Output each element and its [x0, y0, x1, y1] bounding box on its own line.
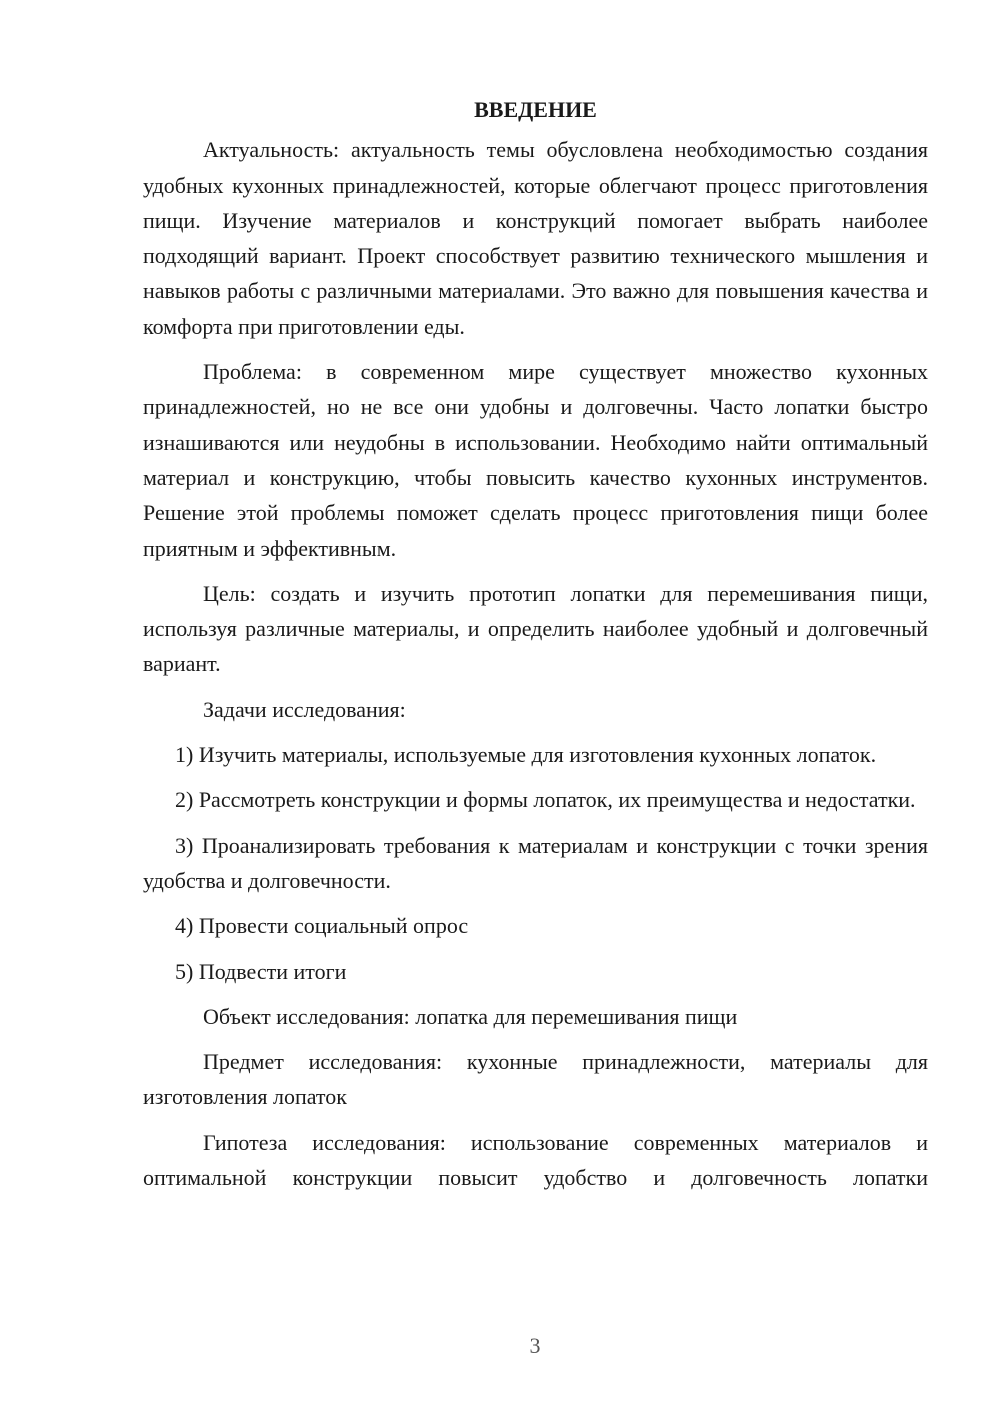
relevance-paragraph: Актуальность: актуальность темы обусловлена необходимостью создания удобных кухонных принадлежностей, которые облегчают процесс приготовления пищи. Изучение материалов и конструкций помогает выбрать наиболее подходящий вариант. Проект способствует развитию технического мышления и навыков работы с различными материалами. Это важно для повышения качества и комфорта при приготовлении еды.	[143, 137, 928, 339]
subject-paragraph: Предмет исследования: кухонные принадлежности, материалы для изготовления лопаток	[143, 1049, 928, 1110]
page-title: ВВЕДЕНИЕ	[474, 97, 597, 122]
task-item-5: 5) Подвести итоги	[175, 958, 347, 984]
task-item-1: 1) Изучить материалы, используемые для изготовления кухонных лопаток.	[175, 742, 877, 768]
task-item-2: 2) Рассмотреть конструкции и формы лопаток, их преимущества и недостатки.	[175, 787, 916, 813]
object-paragraph: Объект исследования: лопатка для перемешивания пищи	[203, 1003, 738, 1029]
page-number: 3	[529, 1333, 541, 1358]
task-item-4: 4) Провести социальный опрос	[175, 913, 469, 939]
problem-paragraph: Проблема: в современном мире существует множество кухонных принадлежностей, но не все они удобны и долговечны. Часто лопатки быстро изнашиваются или неудобны в использовании. Необходимо найти оптимальный материал и конструкцию, чтобы повысить качество кухонных инструментов. Решение этой проблемы поможет сделать процесс приготовления пищи более приятным и эффективным.	[143, 359, 928, 561]
task-item-3: 3) Проанализировать требования к материалам и конструкции с точки зрения удобства и долговечности.	[143, 832, 928, 893]
document-page	[143, 92, 928, 1195]
goal-paragraph: Цель: создать и изучить прототип лопатки для перемешивания пищи, используя различные материалы, и определить наиболее удобный и долговечный вариант.	[143, 580, 928, 677]
hypothesis-paragraph: Гипотеза исследования: использование современных материалов и оптимальной конструкции повысит удобство и долговечность лопатки	[143, 1129, 928, 1191]
tasks-heading: Задачи исследования:	[203, 696, 406, 722]
